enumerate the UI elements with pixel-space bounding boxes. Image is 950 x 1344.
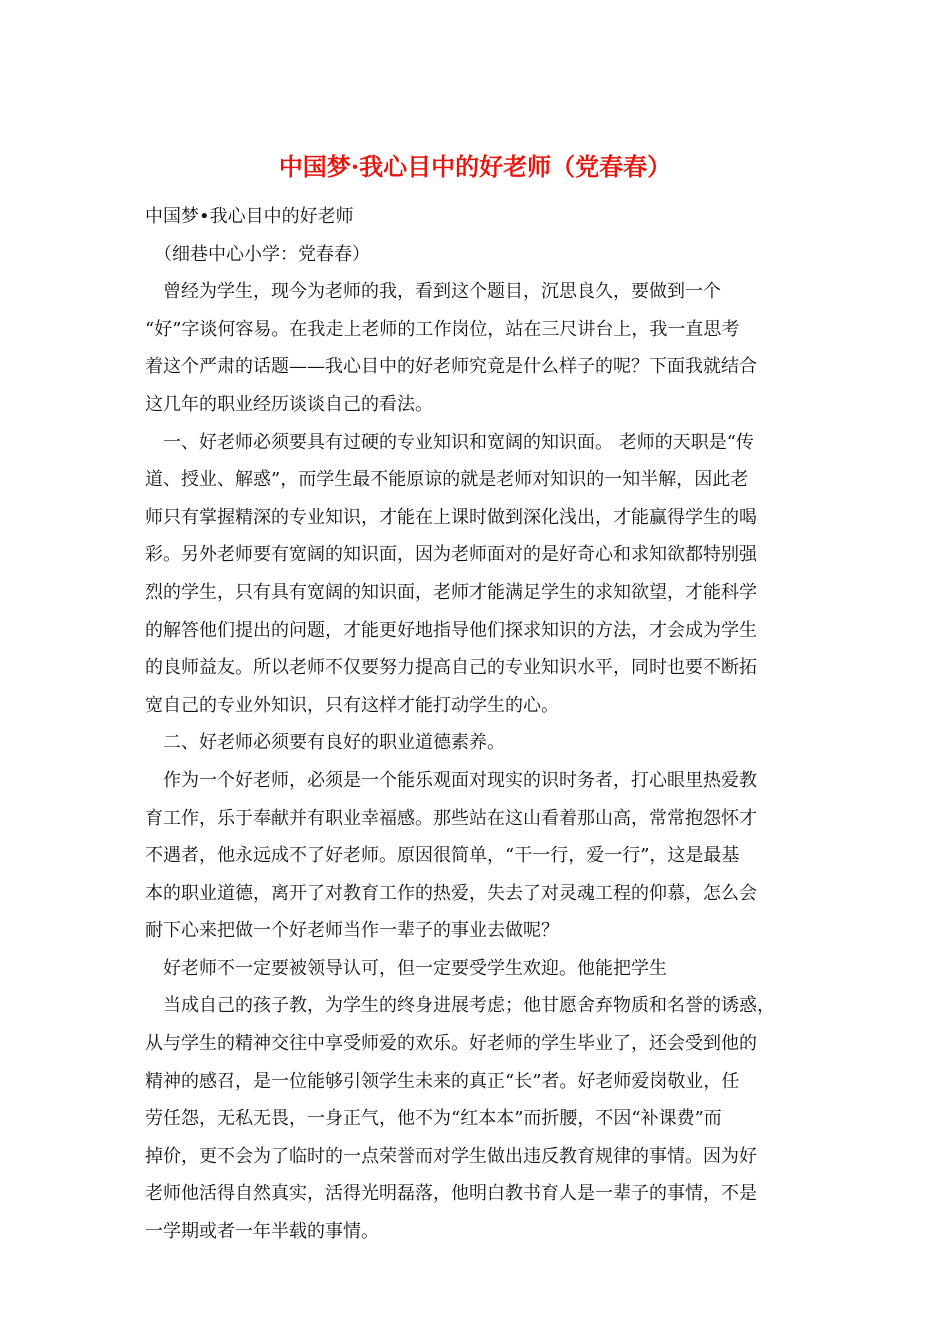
text-line: 中国梦•我心目中的好老师 [145, 206, 354, 227]
document-body [145, 198, 810, 1251]
text-line: 老师他活得自然真实，活得光明磊落，他明白教书育人是一辈子的事情，不是 [145, 1183, 757, 1205]
text-line: 一学期或者一年半载的事情。 [145, 1221, 379, 1243]
text-line: 道、授业、解惑”，而学生最不能原谅的就是老师对知识的一知半解，因此老 [145, 469, 749, 491]
text-line: 好老师不一定要被领导认可，但一定要受学生欢迎。他能把学生 [145, 957, 667, 979]
text-line: 师只有掌握精深的专业知识，才能在上课时做到深化浅出，才能赢得学生的喝 [145, 506, 757, 528]
text-line: （细巷中心小学：党春春） [145, 243, 370, 265]
text-line: 劳任怨，无私无畏，一身正气，他不为“红本本”而折腰，不因“补课费”而 [145, 1108, 722, 1130]
text-line: “好”字谈何容易。在我走上老师的工作岗位，站在三尺讲台上，我一直思考 [145, 318, 740, 340]
text-line: 彩。另外老师要有宽阔的知识面，因为老师面对的是好奇心和求知欲都特别强 [145, 544, 757, 566]
text-line: 这几年的职业经历谈谈自己的看法。 [145, 393, 433, 415]
text-line: 掉价，更不会为了临时的一点荣誉而对学生做出违反教育规律的事情。因为好 [145, 1145, 757, 1167]
text-line: 曾经为学生，现今为老师的我，看到这个题目，沉思良久，要做到一个 [145, 281, 721, 303]
text-line: 的解答他们提出的问题，才能更好地指导他们探求知识的方法，才会成为学生 [145, 619, 757, 641]
document-title: 中国梦·我心目中的好老师（党春春） [278, 152, 672, 181]
text-line: 宽自己的专业外知识，只有这样才能打动学生的心。 [145, 694, 559, 716]
text-line: 二、好老师必须要有良好的职业道德素养。 [145, 732, 505, 754]
text-line: 作为一个好老师，必须是一个能乐观面对现实的识时务者，打心眼里热爱教 [145, 769, 757, 791]
text-line: 育工作，乐于奉献并有职业幸福感。那些站在这山看着那山高，常常抱怨怀才 [145, 807, 757, 829]
text-line: 本的职业道德，离开了对教育工作的热爱，失去了对灵魂工程的仰慕，怎么会 [145, 882, 757, 904]
text-line: 耐下心来把做一个好老师当作一辈子的事业去做呢？ [145, 920, 559, 942]
text-line: 着这个严肃的话题——我心目中的好老师究竟是什么样子的呢？下面我就结合 [145, 356, 757, 378]
text-line: 的良师益友。所以老师不仅要努力提高自己的专业知识水平，同时也要不断拓 [145, 657, 757, 679]
text-line: 精神的感召，是一位能够引领学生未来的真正“长”者。好老师爱岗敬业，任 [145, 1070, 740, 1092]
text-line: 当成自己的孩子教，为学生的终身进展考虑；他甘愿舍弃物质和名誉的诱惑， [145, 995, 775, 1017]
text-line: 烈的学生，只有具有宽阔的知识面，老师才能满足学生的求知欲望，才能科学 [145, 581, 757, 603]
text-line: 一、好老师必须要具有过硬的专业知识和宽阔的知识面。 老师的天职是“传 [145, 431, 754, 453]
text-line: 从与学生的精神交往中享受师爱的欢乐。好老师的学生毕业了，还会受到他的 [145, 1033, 757, 1055]
text-line: 不遇者，他永远成不了好老师。原因很简单，“干一行，爱一行”，这是最基 [145, 845, 740, 867]
